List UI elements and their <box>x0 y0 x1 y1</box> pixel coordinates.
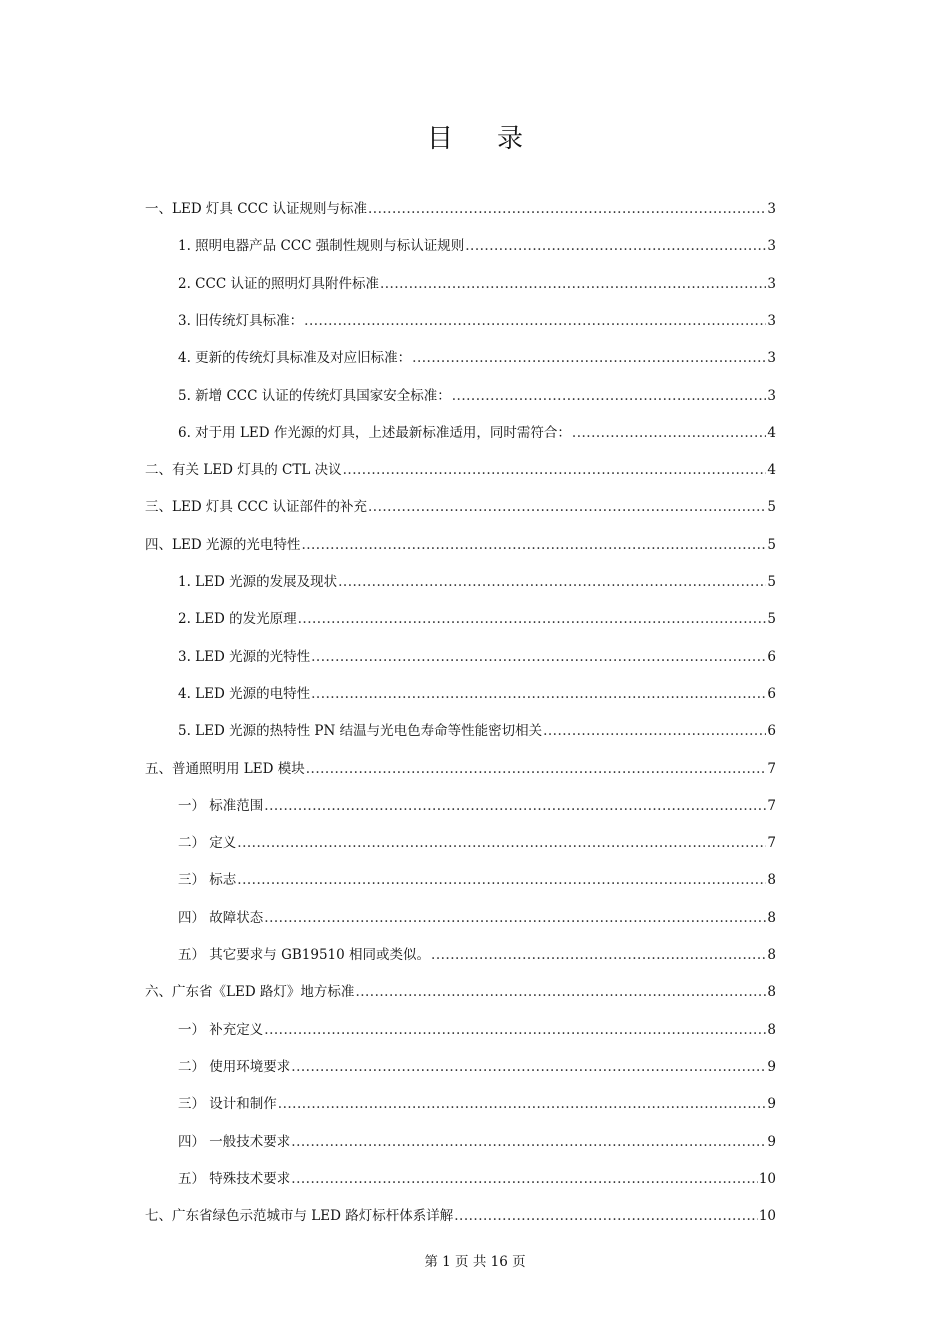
toc-dot-leader <box>454 1207 758 1225</box>
toc-dot-leader <box>572 424 767 442</box>
toc-dot-leader <box>343 461 767 479</box>
toc-dot-leader <box>291 1058 766 1076</box>
toc-entry[interactable] <box>178 387 776 405</box>
toc-entry[interactable] <box>178 1133 776 1151</box>
toc-dot-leader <box>311 685 766 703</box>
toc-entry-page-number: 8 <box>767 1021 776 1038</box>
toc-entry-page-number: 6 <box>767 685 776 702</box>
toc-entry[interactable] <box>178 424 776 442</box>
toc-entry[interactable] <box>178 834 776 852</box>
toc-dot-leader <box>264 1021 766 1039</box>
toc-entry[interactable] <box>178 722 776 740</box>
toc-entry-page-number: 9 <box>767 1058 776 1075</box>
toc-dot-leader <box>380 275 766 293</box>
toc-entry-label: 4. 更新的传统灯具标准及对应旧标准： <box>178 350 412 367</box>
toc-entry-page-number: 3 <box>767 350 776 367</box>
toc-entry-page-number: 5 <box>767 611 776 628</box>
page-footer: 第 1 页 共 16 页 <box>424 1254 526 1270</box>
toc-entry[interactable] <box>178 946 776 964</box>
toc-entry[interactable] <box>178 610 776 628</box>
toc-dot-leader <box>301 536 766 554</box>
toc-entry[interactable] <box>145 200 776 218</box>
toc-entry-label: 六、广东省《LED 路灯》地方标准 <box>145 984 355 1001</box>
toc-entry[interactable] <box>178 1021 776 1039</box>
toc-entry-label: 5. 新增 CCC 认证的传统灯具国家安全标准： <box>178 387 451 404</box>
toc-entry[interactable] <box>145 1207 776 1225</box>
toc-entry-label: 三） 设计和制作 <box>178 1096 277 1113</box>
toc-entry[interactable] <box>178 1170 776 1188</box>
toc-dot-leader <box>278 1095 767 1113</box>
toc-entry-page-number: 3 <box>767 312 776 329</box>
toc-entry-page-number: 7 <box>767 797 776 814</box>
toc-dot-leader <box>311 648 766 666</box>
toc-entry-page-number: 6 <box>767 648 776 665</box>
toc-entry[interactable] <box>145 498 776 516</box>
toc-entry-label: 2. CCC 认证的照明灯具附件标准 <box>178 275 379 292</box>
toc-dot-leader <box>264 909 766 927</box>
toc-entry-label: 5. LED 光源的热特性 PN 结温与光电色寿命等性能密切相关 <box>178 723 543 740</box>
toc-dot-leader <box>543 722 766 740</box>
toc-entry-label: 3. LED 光源的光特性 <box>178 648 311 665</box>
toc-dot-leader <box>237 871 766 889</box>
toc-dot-leader <box>291 1170 758 1188</box>
toc-entry[interactable] <box>145 461 776 479</box>
toc-entry-page-number: 9 <box>767 1096 776 1113</box>
toc-dot-leader <box>355 983 766 1001</box>
toc-entry-label: 二） 使用环境要求 <box>178 1058 291 1075</box>
toc-dot-leader <box>291 1133 766 1151</box>
toc-dot-leader <box>412 349 766 367</box>
toc-entry-page-number: 5 <box>767 499 776 516</box>
toc-entry-label: 一） 补充定义 <box>178 1021 264 1038</box>
toc-dot-leader <box>306 760 767 778</box>
toc-entry-label: 七、广东省绿色示范城市与 LED 路灯标杆体系详解 <box>145 1208 454 1225</box>
toc-dot-leader <box>304 312 766 330</box>
toc-entry-label: 四、LED 光源的光电特性 <box>145 536 301 553</box>
toc-entry-label: 4. LED 光源的电特性 <box>178 685 311 702</box>
toc-entry-label: 一） 标准范围 <box>178 797 264 814</box>
toc-entry[interactable] <box>178 349 776 367</box>
toc-entry-label: 1. LED 光源的发展及现状 <box>178 574 338 590</box>
toc-entry-page-number: 8 <box>767 984 776 1001</box>
toc-entry[interactable] <box>145 536 776 554</box>
toc-entry-label: 五） 其它要求与 GB19510 相同或类似。 <box>178 947 431 963</box>
toc-entry-page-number: 3 <box>767 387 776 404</box>
toc-entry-label: 2. LED 的发光原理 <box>178 611 297 628</box>
toc-entry[interactable] <box>178 685 776 703</box>
toc-entry[interactable] <box>178 573 776 591</box>
toc-dot-leader <box>452 387 767 405</box>
toc-entry[interactable] <box>145 760 776 778</box>
toc-entry-label: 二、有关 LED 灯具的 CTL 决议 <box>145 462 342 479</box>
toc-entry-page-number: 8 <box>767 872 776 889</box>
toc-entry-label: 一、LED 灯具 CCC 认证规则与标准 <box>145 201 368 217</box>
toc-entry-page-number: 3 <box>767 275 776 292</box>
toc-entry-page-number: 4 <box>767 462 776 479</box>
toc-entry[interactable] <box>145 983 776 1001</box>
toc-entry[interactable] <box>178 237 776 255</box>
toc-entry-page-number: 5 <box>767 536 776 553</box>
toc-entry-label: 6. 对于用 LED 作光源的灯具，上述最新标准适用，同时需符合： <box>178 424 571 441</box>
toc-entry[interactable] <box>178 797 776 815</box>
toc-entry[interactable] <box>178 1058 776 1076</box>
toc-dot-leader <box>237 834 766 852</box>
toc-entry[interactable] <box>178 1095 776 1113</box>
toc-entry-label: 五） 特殊技术要求 <box>178 1170 291 1187</box>
toc-entry-page-number: 6 <box>767 723 776 740</box>
toc-dot-leader <box>338 573 766 591</box>
toc-entry-page-number: 10 <box>758 1208 776 1225</box>
toc-entry-label: 1. 照明电器产品 CCC 强制性规则与标认证规则 <box>178 238 465 255</box>
toc-entry-page-number: 8 <box>767 947 776 963</box>
toc-entry-page-number: 9 <box>767 1133 776 1150</box>
toc-entry[interactable] <box>178 871 776 889</box>
toc-dot-leader <box>368 200 766 218</box>
toc-dot-leader <box>465 237 766 255</box>
toc-entry-label: 3. 旧传统灯具标准： <box>178 312 304 329</box>
toc-entry-page-number: 7 <box>767 835 776 852</box>
toc-entry[interactable] <box>178 312 776 330</box>
toc-entry-label: 三、LED 灯具 CCC 认证部件的补充 <box>145 499 368 516</box>
toc-entry-page-number: 8 <box>767 909 776 926</box>
toc-entry-label: 二） 定义 <box>178 835 237 852</box>
toc-entry-page-number: 5 <box>767 574 776 590</box>
toc-entry[interactable] <box>178 275 776 293</box>
toc-entry-page-number: 3 <box>767 201 776 217</box>
toc-entry-label: 三） 标志 <box>178 872 237 889</box>
toc-dot-leader <box>431 946 766 964</box>
toc-dot-leader <box>368 498 766 516</box>
toc-entry-page-number: 10 <box>758 1170 776 1187</box>
toc-dot-leader <box>298 610 767 628</box>
toc-entry[interactable] <box>178 648 776 666</box>
toc-dot-leader <box>264 797 766 815</box>
toc-entry-page-number: 3 <box>767 238 776 255</box>
toc-entry-page-number: 7 <box>767 760 776 777</box>
toc-entry-page-number: 4 <box>767 424 776 441</box>
toc-entry[interactable] <box>178 909 776 927</box>
toc-entry-label: 五、普通照明用 LED 模块 <box>145 760 305 777</box>
toc-entry-label: 四） 一般技术要求 <box>178 1133 291 1150</box>
page-title: 目录 <box>426 124 567 154</box>
toc-entry-label: 四） 故障状态 <box>178 909 264 926</box>
